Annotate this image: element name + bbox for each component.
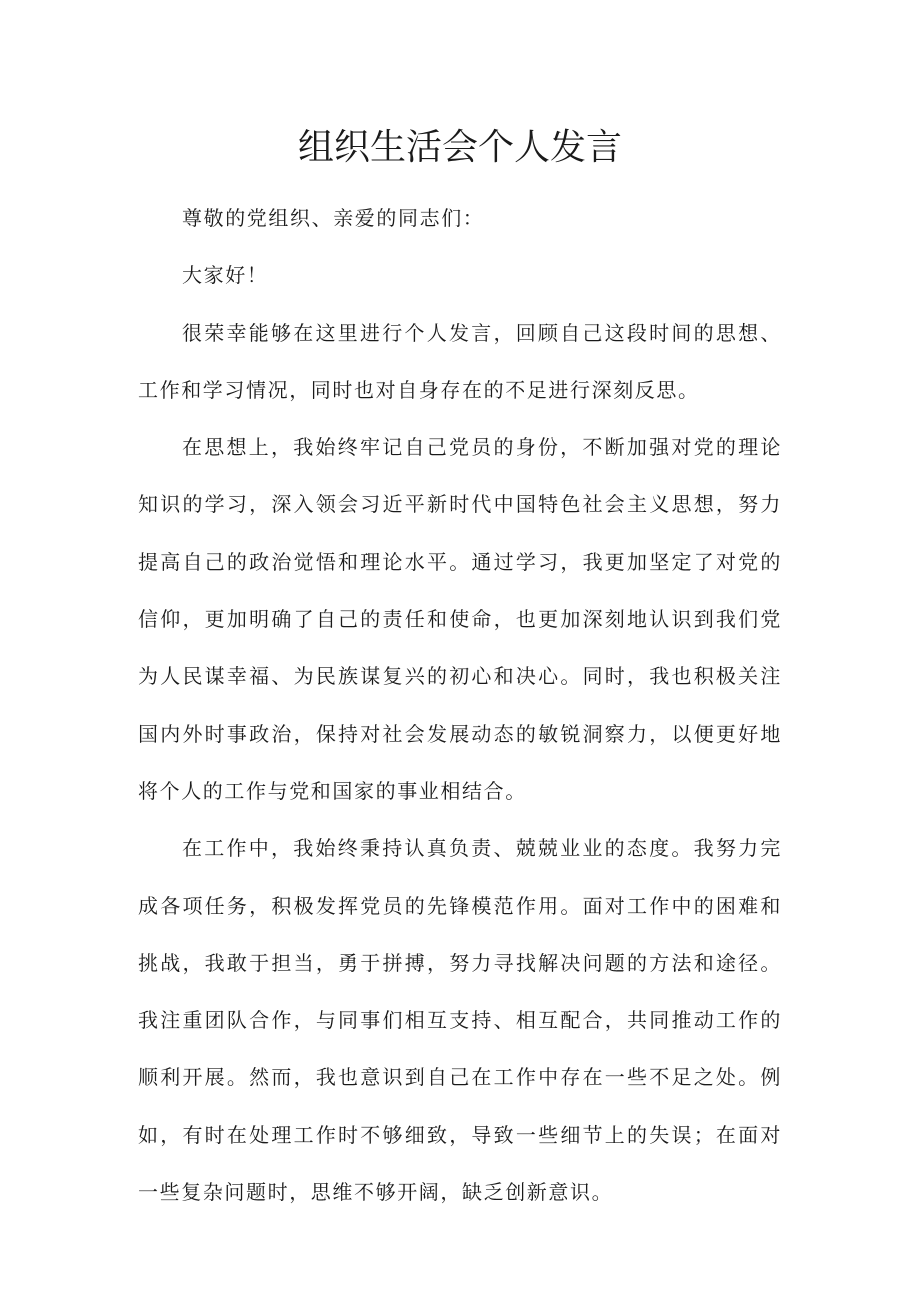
intro-paragraph: 很荣幸能够在这里进行个人发言，回顾自己这段时间的思想、工作和学习情况，同时也对自身存在的不足进行深刻反思。 [138,320,782,402]
work-paragraph: 在工作中，我始终秉持认真负责、兢兢业业的态度。我努力完成各项任务，积极发挥党员的先锋模范作用。面对工作中的困难和挑战，我敢于担当，勇于拼搏，努力寻找解决问题的方法和途径。我注重团队合作，与同事们相互支持、相互配合，共同推动工作的顺利开展。然而，我也意识到自己在工作中存在一些不足之处。例如，有时在处理工作时不够细致，导致一些细节上的失误；在面对一些复杂问题时，思维不够开阔，缺乏创新意识。 [138,836,782,1205]
document-body [138,190,782,1221]
ideology-paragraph: 在思想上，我始终牢记自己党员的身份，不断加强对党的理论知识的学习，深入领会习近平新时代中国特色社会主义思想，努力提高自己的政治觉悟和理论水平。通过学习，我更加坚定了对党的信仰，更加明确了自己的责任和使命，也更加深刻地认识到我们党为人民谋幸福、为民族谋复兴的初心和决心。同时，我也积极关注国内外时事政治，保持对社会发展动态的敏锐洞察力，以便更好地将个人的工作与党和国家的事业相结合。 [138,435,782,803]
document-title: 组织生活会个人发言 [297,127,622,168]
greeting-paragraph: 大家好！ [182,263,269,288]
salutation-paragraph: 尊敬的党组织、亲爱的同志们： [182,206,485,230]
